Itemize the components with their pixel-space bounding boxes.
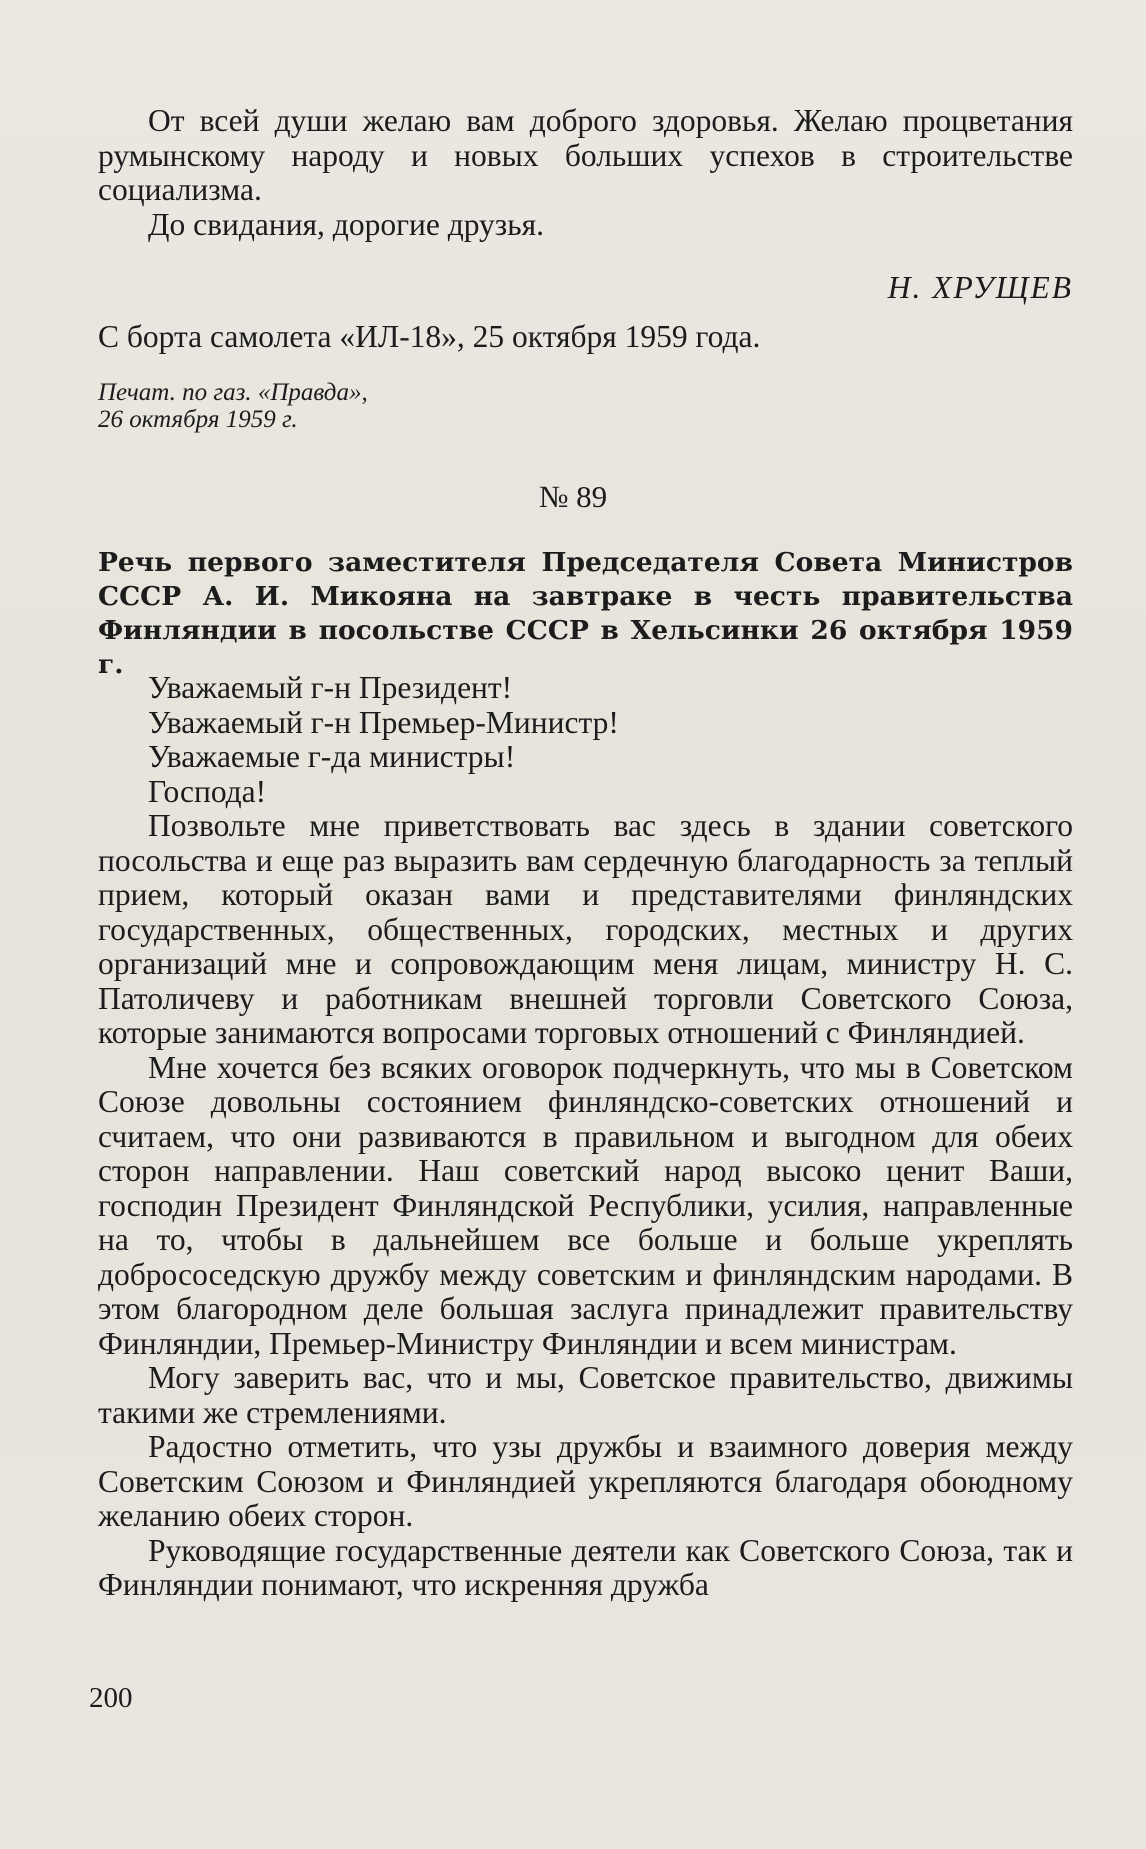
speech-paragraph: Радостно отметить, что узы дружбы и взаимного доверия между Советским Союзом и Финляндией укрепляются благодаря обоюдному желанию обеих сторон. (98, 1429, 1073, 1533)
speech-body (98, 671, 1073, 1603)
salutation-line: Уважаемые г-да министры! (148, 739, 516, 774)
speech-paragraph: Мне хочется без всяких оговорок подчеркнуть, что мы в Советском Союзе довольны состоянием финляндско-советских отношений и считаем, что они развиваются в правильном и выгодном для обеих сторон направлении. Наш советский народ высоко ценит Ваши, господин Президент Финляндской Республики, усилия, направленные на то, чтобы в дальнейшем все больше и больше укреплять добрососедскую дружбу между советским и финляндским народами. В этом благородном деле большая заслуга принадлежит правительству Финляндии, Премьер-Министру Финляндии и всем министрам. (98, 1049, 1073, 1361)
speech-paragraph: Могу заверить вас, что и мы, Советское правительство, движимы такими же стремлениями. (98, 1360, 1073, 1430)
speech-paragraph: Руководящие государственные деятели как Советского Союза, так и Финляндии понимают, что искренняя дружба (98, 1532, 1073, 1602)
heading-line-1: Речь первого заместителя Председателя Совета Министров (98, 547, 1073, 578)
source-note-line-1: Печат. по газ. «Правда», (98, 379, 368, 406)
salutation-line: Уважаемый г-н Президент! (148, 670, 513, 705)
closing-text (98, 104, 1073, 242)
document-number: № 89 (538, 479, 608, 514)
heading-line-3: Финляндии в посольстве СССР в Хельсинки 26 октября 1959 г. (98, 615, 1073, 680)
salutation-line: Господа! (148, 773, 267, 809)
place-date-line: С борта самолета «ИЛ-18», 25 октября 1959 года. (98, 319, 761, 354)
source-note (98, 379, 368, 433)
salutation-line: Уважаемый г-н Премьер-Министр! (148, 704, 619, 740)
closing-paragraph: От всей души желаю вам доброго здоровья. Желаю процветания румынскому народу и новых больших успехов в строительстве социализма. (98, 103, 1073, 207)
source-note-line-2: 26 октября 1959 г. (98, 406, 298, 433)
document-heading (98, 546, 1073, 682)
signature: Н. ХРУЩЕВ (887, 270, 1073, 305)
farewell-line: До свидания, дорогие друзья. (148, 206, 544, 242)
page-number: 200 (89, 1682, 133, 1714)
heading-line-2: СССР А. И. Микояна на завтраке в честь правительства (98, 581, 1073, 612)
speech-paragraph: Позвольте мне приветствовать вас здесь в здании советского посольства и еще раз выразить вам сердечную благодарность за теплый прием, который оказан вами и представителями финляндских государственных, общественных, городских, местных и других организаций мне и сопровождающим меня лицам, министру Н. С. Патоличеву и работникам внешней торговли Советского Союза, которые занимаются вопросами торговых отношений с Финляндией. (98, 808, 1073, 1050)
